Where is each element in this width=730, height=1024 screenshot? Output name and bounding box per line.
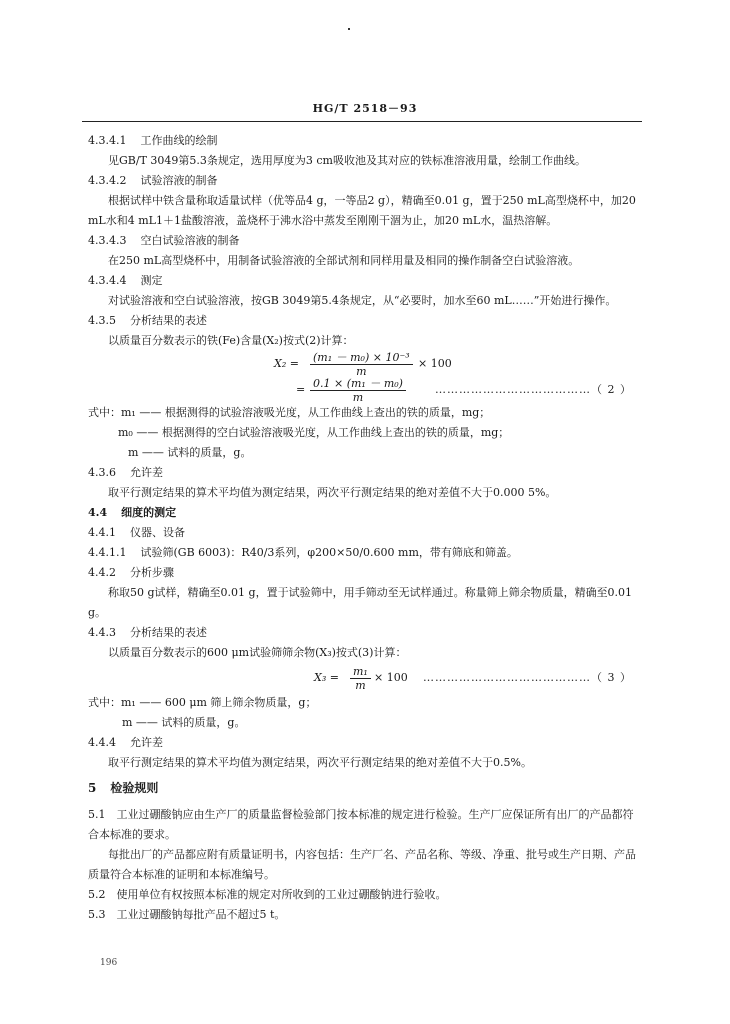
clause-4343-heading: [88, 231, 640, 251]
clause-436-body: 取平行测定结果的算术平均值为测定结果，两次平行测定结果的绝对差值不大于0.000 5%。: [108, 486, 557, 499]
clause-title: 仪器、设备: [130, 526, 185, 539]
clause-51-body: 5.1 工业过硼酸钠应由生产厂的质量监督检验部门按本标准的规定进行检验。生产厂应保证所有出厂的产品都符合本标准的要求。: [88, 808, 634, 841]
clause-4411: [88, 543, 640, 563]
clause-number: 4.4.1: [88, 526, 116, 539]
clause-442-body: 称取50 g试样，精确至0.01 g，置于试验筛中，用手筛动至无试样通过。称量筛上筛余物质量，精确至0.01 g。: [88, 586, 633, 619]
clause-444-heading: [88, 733, 640, 753]
clause-441-heading: [88, 523, 640, 543]
clause-body: 试验筛(GB 6003)：R40/3系列，φ200×50/0.600 mm，带有筛底和筛盖。: [140, 546, 518, 559]
clause-number: 4.3.4.1: [88, 134, 127, 147]
clause-53-body: 5.3 工业过硼酸钠每批产品不超过5 t。: [88, 908, 286, 921]
clause-title: 测定: [140, 274, 163, 287]
clause-number: 4.4: [88, 506, 108, 519]
clause-title: 允许差: [130, 736, 163, 749]
clause-number: 4.4.3: [88, 626, 116, 639]
clause-442-heading: [88, 563, 640, 583]
formula-lhs: X₂ =: [274, 357, 299, 370]
clause-4342-body: 根据试样中铁含量称取适量试样（优等品4 g，一等品2 g），精确至0.01 g，置于250 mL高型烧杯中，加20 mL水和4 mL1＋1盐酸溶液，盖烧杯于沸水浴中蒸发至刚刚干涸为止，加20 mL水，温热溶解。: [88, 194, 636, 227]
formula-lhs: X₃ =: [314, 671, 339, 684]
page-number: 196: [100, 958, 118, 968]
formula-fraction: [310, 351, 413, 378]
fraction-denominator: m: [352, 391, 364, 404]
fraction-numerator: (m₁ － m₀) × 10⁻³: [310, 351, 413, 365]
clause-51-body-2: 每批出厂的产品都应附有质量证明书，内容包括：生产厂名、产品名称、等级、净重、批号或生产日期、产品质量符合本标准的证明和本标准编号。: [88, 848, 636, 881]
clause-435-heading: [88, 311, 640, 331]
formula-multiplier: × 100: [418, 357, 452, 370]
formula-2-line2: [88, 377, 640, 403]
clause-443-heading: [88, 623, 640, 643]
formula-equals: =: [296, 383, 306, 396]
equation-number: …………………………………（ 2 ）: [435, 383, 632, 396]
clause-4341-heading: [88, 131, 640, 151]
clause-4344-body: 对试验溶液和空白试验溶液，按GB 3049第5.4条规定，从“必要时，加水至60 mL……”开始进行操作。: [108, 294, 617, 307]
clause-number: 4.3.4.4: [88, 274, 127, 287]
clause-4344-heading: [88, 271, 640, 291]
fraction-numerator: m₁: [350, 665, 371, 679]
formula-multiplier: × 100: [374, 671, 408, 684]
standard-header: HG/T 2518－93: [312, 102, 418, 115]
formula-fraction: [350, 665, 371, 692]
header-rule: [82, 121, 642, 122]
clause-52-body: 5.2 使用单位有权按照本标准的规定对所收到的工业过硼酸钠进行验收。: [88, 888, 447, 901]
clause-435-intro: 以质量百分数表示的铁(Fe)含量(X₂)按式(2)计算：: [108, 334, 354, 347]
document-body: [88, 131, 640, 925]
clause-number: 4.3.4.3: [88, 234, 127, 247]
scan-speck: [348, 28, 350, 30]
clause-444-body: 取平行测定结果的算术平均值为测定结果，两次平行测定结果的绝对差值不大于0.5%。: [108, 756, 532, 769]
clause-436-heading: [88, 463, 640, 483]
clause-4343-body: 在250 mL高型烧杯中，用制备试验溶液的全部试剂和同样用量及相同的操作制备空白试验溶液。: [108, 254, 580, 267]
clause-title: 细度的测定: [121, 506, 177, 519]
fraction-denominator: m: [356, 365, 367, 378]
clause-title: 分析结果的表述: [130, 314, 207, 327]
definition-line: m —— 试料的质量，g。: [122, 716, 246, 729]
formula-2-line1: [88, 351, 640, 377]
section-5-heading: [88, 777, 640, 799]
clause-44-heading: [88, 503, 640, 523]
clause-number: 4.3.6: [88, 466, 116, 479]
definition-line: 式中：m₁ —— 600 μm 筛上筛余物质量，g；: [88, 696, 317, 709]
clause-title: 工作曲线的绘制: [140, 134, 218, 147]
section-title: 检验规则: [110, 781, 159, 795]
formula-fraction: [310, 377, 406, 404]
clause-title: 允许差: [130, 466, 163, 479]
clause-4341-body: 见GB/T 3049第5.3条规定，选用厚度为3 cm吸收池及其对应的铁标准溶液用量，绘制工作曲线。: [108, 154, 586, 167]
clause-title: 空白试验溶液的制备: [140, 234, 240, 247]
clause-number: 4.4.1.1: [88, 546, 127, 559]
clause-title: 分析步骤: [130, 566, 174, 579]
formula-3: [88, 663, 640, 693]
clause-number: 4.4.2: [88, 566, 116, 579]
clause-title: 分析结果的表述: [130, 626, 207, 639]
clause-4342-heading: [88, 171, 640, 191]
clause-number: 4.3.4.2: [88, 174, 127, 187]
fraction-numerator: 0.1 × (m₁ － m₀): [310, 377, 406, 391]
section-number: 5: [88, 781, 97, 795]
definition-line: m₀ —— 根据测得的空白试验溶液吸光度，从工作曲线上查出的铁的质量，mg；: [118, 426, 510, 439]
clause-number: 4.4.4: [88, 736, 116, 749]
clause-number: 4.3.5: [88, 314, 116, 327]
definition-line: m —— 试料的质量，g。: [128, 446, 252, 459]
clause-443-intro: 以质量百分数表示的600 μm试验筛筛余物(X₃)按式(3)计算：: [108, 646, 407, 659]
equation-number: ……………………………………（ 3 ）: [423, 671, 632, 684]
definition-line: 式中：m₁ —— 根据测得的试验溶液吸光度，从工作曲线上查出的铁的质量，mg；: [88, 406, 491, 419]
fraction-denominator: m: [355, 679, 366, 692]
clause-title: 试验溶液的制备: [140, 174, 218, 187]
